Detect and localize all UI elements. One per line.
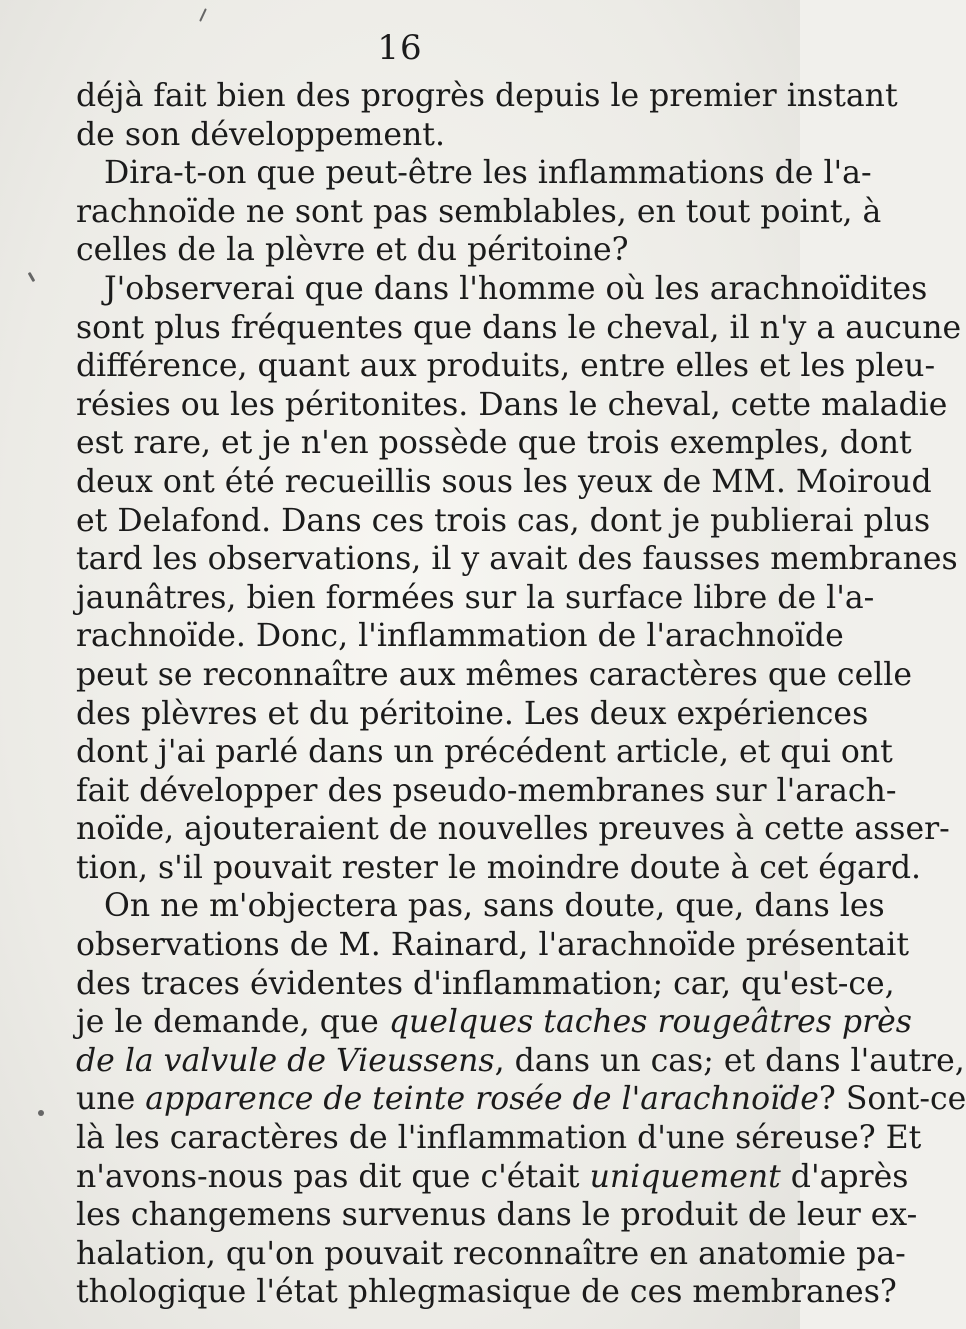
text-line: je le demande, que quelques taches rougeâtres près xyxy=(76,1004,912,1041)
text-line: celles de la plèvre et du péritoine? xyxy=(76,232,629,269)
text-line: fait développer des pseudo-membranes sur l'arach- xyxy=(76,772,897,809)
text-line: déjà fait bien des progrès depuis le premier instant xyxy=(76,78,898,114)
text-line: deux ont été recueillis sous les yeux de MM. Moiroud xyxy=(76,463,932,500)
text-line: et Delafond. Dans ces trois cas, dont je publierai plus xyxy=(76,502,931,539)
text-line: rachnoïde ne sont pas semblables, en tout point, à xyxy=(76,193,882,230)
text-line: sont plus fréquentes que dans le cheval, il n'y a aucune xyxy=(76,309,962,346)
text-line: dont j'ai parlé dans un précédent article, et qui ont xyxy=(76,734,893,771)
text-line: différence, quant aux produits, entre elles et les pleu- xyxy=(76,348,936,385)
text-line: résies ou les péritonites. Dans le cheval, cette maladie xyxy=(76,386,948,423)
body-text xyxy=(76,77,966,1312)
text-line: des plèvres et du péritoine. Les deux expériences xyxy=(76,695,869,732)
ink-speck xyxy=(38,1110,44,1116)
text-line: peut se reconnaître aux mêmes caractères que celle xyxy=(76,656,912,693)
text-line: halation, qu'on pouvait reconnaître en anatomie pa- xyxy=(76,1235,906,1272)
ink-speck xyxy=(199,8,207,22)
text-line: de la valvule de Vieussens, dans un cas; et dans l'autre, xyxy=(76,1042,965,1079)
text-line: est rare, et je n'en possède que trois exemples, dont xyxy=(76,425,912,462)
text-line: là les caractères de l'inflammation d'une séreuse? Et xyxy=(76,1120,922,1157)
ink-speck xyxy=(28,272,36,282)
text-line: une apparence de teinte rosée de l'arachnoïde? Sont-ce xyxy=(76,1081,966,1118)
text-line: On ne m'objectera pas, sans doute, que, dans les xyxy=(104,888,885,925)
page-number: 16 xyxy=(377,28,423,68)
text-line: tard les observations, il y avait des fausses membranes xyxy=(76,541,958,578)
text-line: jaunâtres, bien formées sur la surface libre de l'a- xyxy=(76,579,875,616)
text-line: n'avons-nous pas dit que c'était uniquement d'après xyxy=(76,1158,909,1195)
text-line: les changemens survenus dans le produit de leur ex- xyxy=(76,1197,918,1234)
text-line: des traces évidentes d'inflammation; car, qu'est-ce, xyxy=(76,965,895,1002)
text-line: tion, s'il pouvait rester le moindre doute à cet égard. xyxy=(76,849,922,886)
text-line: rachnoïde. Donc, l'inflammation de l'arachnoïde xyxy=(76,618,844,655)
text-line: Dira-t-on que peut-être les inflammations de l'a- xyxy=(104,155,872,192)
text-line: thologique l'état phlegmasique de ces membranes? xyxy=(76,1274,897,1311)
text-line: J'observerai que dans l'homme où les arachnoïdites xyxy=(104,270,928,307)
text-line: observations de M. Rainard, l'arachnoïde présentait xyxy=(76,927,909,964)
text-line: noïde, ajouteraient de nouvelles preuves à cette asser- xyxy=(76,811,950,848)
text-line: de son développement. xyxy=(76,116,445,153)
